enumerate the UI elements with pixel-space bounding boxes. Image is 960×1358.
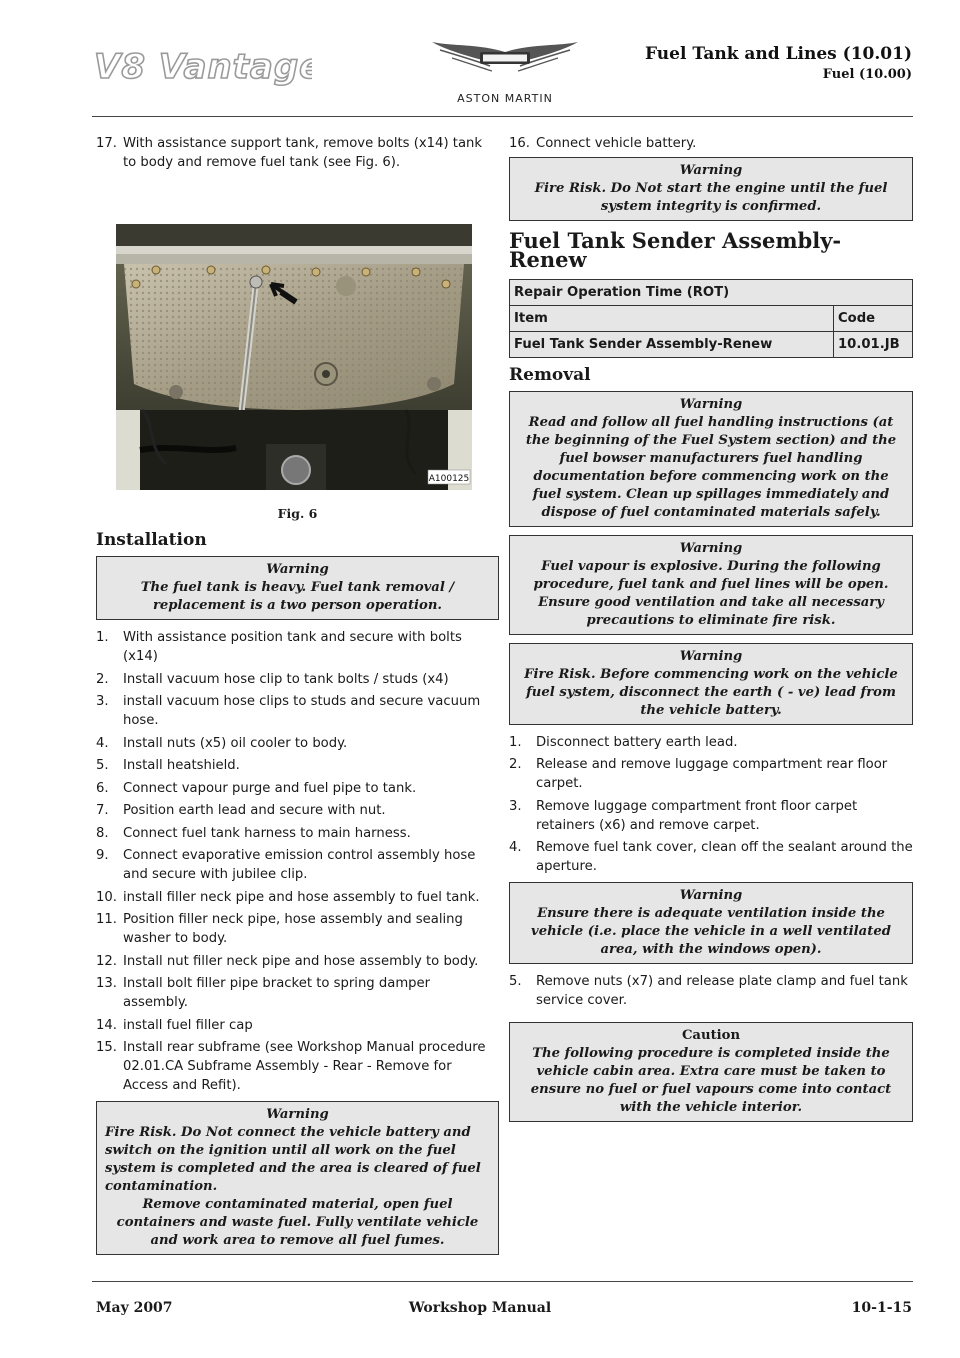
warning-text: Fire Risk. Do Not start the engine until the fuel system integrity is confirmed. — [534, 180, 888, 214]
page-subtitle: Fuel (10.00) — [822, 67, 912, 82]
list-item: 3. install vacuum hose clips to studs and secure vacuum hose. — [96, 694, 481, 728]
header-rule — [92, 116, 913, 117]
warning-box — [509, 643, 913, 725]
header-titles — [645, 44, 912, 82]
rot-table-header: Repair Operation Time (ROT) — [510, 279, 913, 305]
list-item: 3. Remove luggage compartment front floor carpet retainers (x6) and remove carpet. — [509, 798, 858, 833]
left-column — [96, 134, 499, 1263]
table-row — [510, 331, 913, 357]
list-item: 13. Install bolt filler pipe bracket to spring damper assembly. — [96, 976, 431, 1010]
col-header-item: Item — [510, 305, 834, 331]
fuel-tank-photo-icon — [116, 224, 472, 490]
footer-date: May 2007 — [96, 1300, 173, 1316]
list-item: 4. Install nuts (x5) oil cooler to body. — [96, 735, 348, 751]
removal-steps — [509, 733, 913, 877]
list-item: 2. Install vacuum hose clip to tank bolts / studs (x4) — [96, 671, 449, 687]
warning-text: Fire Risk. Before commencing work on the vehicle fuel system, disconnect the earth ( - ve) lead from the vehicle battery. — [524, 666, 898, 718]
warning-title: Warning — [679, 162, 743, 178]
installation-steps — [96, 628, 499, 1095]
warning-text: Ensure there is adequate ventilation inside the vehicle (i.e. place the vehicle in a well ventilated area, with the windows open). — [531, 906, 891, 957]
caution-title: Caution — [681, 1028, 741, 1043]
removal-heading: Removal — [509, 364, 591, 385]
list-item: 5. Remove nuts (x7) and release plate clamp and fuel tank service cover. — [509, 974, 908, 1008]
list-item: 5. Install heatshield. — [96, 758, 240, 773]
wings-icon — [430, 38, 580, 88]
warning-box — [96, 1101, 499, 1255]
list-item: 15. Install rear subframe (see Workshop Manual procedure 02.01.CA Subframe Assembly - Rear - Remove for Access and Refit). — [96, 1040, 486, 1093]
warning-box — [509, 157, 913, 221]
figure-fuel-tank-photo — [116, 224, 472, 490]
rot-table — [509, 279, 913, 358]
col-header-code: Code — [834, 305, 913, 331]
footer-manual: Workshop Manual — [408, 1300, 552, 1316]
table-row — [510, 305, 913, 331]
warning-box — [96, 556, 499, 620]
list-item: 8. Connect fuel tank harness to main harness. — [96, 825, 411, 841]
warning-text: Remove contaminated material, open fuel containers and waste fuel. Fully ventilate vehicle and work area to remove all fuel fumes. — [116, 1197, 479, 1248]
warning-box — [509, 882, 913, 964]
installation-steps-cont — [509, 134, 913, 153]
warning-title: Warning — [679, 396, 743, 412]
list-item: 7. Position earth lead and secure with nut. — [96, 803, 386, 818]
caution-text: The following procedure is completed inside the vehicle cabin area. Extra care must be taken to ensure no fuel or fuel vapours come into contact with the vehicle interior. — [530, 1046, 892, 1115]
installation-heading: Installation — [96, 530, 207, 550]
warning-text: Read and follow all fuel handling instructions (at the beginning of the Fuel System section) and the fuel bowser manufacturers fuel handling documentation before commencing work on the fuel system. Clean up spillages immediately and dispose of fuel contaminated materials safely. — [525, 414, 897, 520]
list-item: 1. With assistance position tank and secure with bolts (x14) — [96, 630, 462, 664]
list-item: 6. Connect vapour purge and fuel pipe to tank. — [96, 780, 417, 796]
list-item: 4. Remove fuel tank cover, clean off the sealant around the aperture. — [509, 840, 913, 874]
warning-title: Warning — [266, 562, 329, 577]
warning-text: The fuel tank is heavy. Fuel tank removal / replacement is a two person operation. — [140, 580, 455, 613]
warning-title: Warning — [679, 648, 743, 664]
figure-label: A100125 — [428, 474, 470, 484]
list-item: 2. Release and remove luggage compartment rear floor carpet. — [509, 757, 888, 791]
right-column — [509, 134, 913, 1130]
brand-name: ASTON MARTIN — [457, 92, 553, 105]
section-heading: Fuel Tank Sender Assembly-Renew — [509, 227, 842, 272]
warning-title: Warning — [679, 888, 743, 903]
footer-rule — [92, 1281, 913, 1282]
warning-title: Warning — [679, 540, 743, 556]
warning-text: Fuel vapour is explosive. During the following procedure, fuel tank and fuel lines will be open. Ensure good ventilation and take all necessary precautions to eliminate fire risk. — [533, 558, 889, 628]
warning-box — [509, 391, 913, 527]
list-item: 1. Disconnect battery earth lead. — [509, 734, 738, 750]
list-item: 10. install filler neck pipe and hose assembly to fuel tank. — [96, 889, 480, 905]
warning-title: Warning — [266, 1107, 329, 1122]
caution-box — [509, 1022, 913, 1122]
list-item: 9. Connect evaporative emission control assembly hose and secure with jubilee clip. — [96, 848, 476, 882]
brand-logo — [430, 38, 580, 108]
list-item: 17. With assistance support tank, remove bolts (x14) tank to body and remove fuel tank (see Fig. 6). — [96, 136, 483, 170]
warning-text: Fire Risk. Do Not connect the vehicle battery and switch on the ignition until all work on the fuel system is completed and the area is cleared of fuel contamination. — [105, 1125, 481, 1194]
cell-item: Fuel Tank Sender Assembly-Renew — [510, 331, 834, 357]
page-title: Fuel Tank and Lines (10.01) — [645, 44, 912, 64]
removal-steps-cont — [509, 972, 913, 1010]
cell-code: 10.01.JB — [834, 331, 913, 357]
model-logo — [92, 42, 312, 90]
list-item: 14. install fuel filler cap — [96, 1017, 253, 1033]
footer-page-number: 10-1-15 — [851, 1300, 912, 1316]
figure-caption: Fig. 6 — [277, 506, 318, 521]
list-item: 16. Connect vehicle battery. — [509, 136, 697, 151]
removal-steps-cont — [96, 134, 499, 172]
svg-text:V8 Vantage: V8 Vantage — [94, 47, 312, 87]
warning-box — [509, 535, 913, 635]
list-item: 11. Position filler neck pipe, hose assembly and sealing washer to body. — [96, 912, 463, 946]
list-item: 12. Install nut filler neck pipe and hose assembly to body. — [96, 953, 479, 969]
